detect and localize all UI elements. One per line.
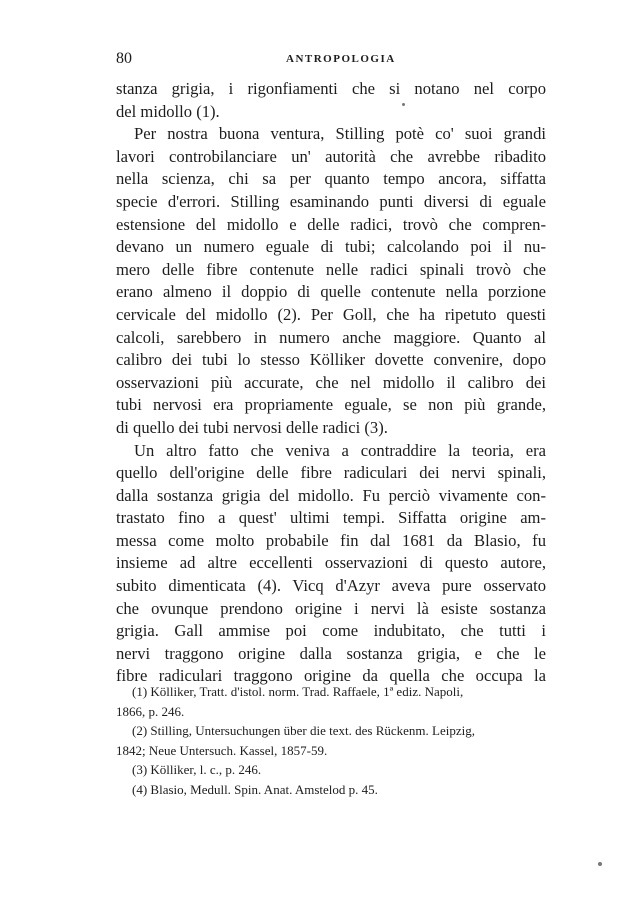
text-line: di quello dei tubi nervosi delle radici (3). xyxy=(116,417,388,437)
scan-speck xyxy=(598,862,602,866)
running-title: ANTROPOLOGIA xyxy=(286,53,396,65)
text-line: Per nostra buona ventura, Stilling potè co' suoi grandi xyxy=(134,124,546,144)
text-line: Un altro fatto che veniva a contraddire la teoria, era xyxy=(134,440,546,460)
text-line: nella scienza, chi sa per quanto tempo ancora, siffatta xyxy=(116,169,546,189)
text-line: grigia. Gall ammise poi come indubitato, che tutti i xyxy=(116,621,546,641)
text-line: quello dell'origine delle fibre radiculari dei nervi spinali, xyxy=(116,463,546,483)
page-number: 80 xyxy=(116,50,132,67)
text-line: nervi traggono origine dalla sostanza grigia, e che le xyxy=(116,643,546,663)
footnote-line: (4) Blasio, Medull. Spin. Anat. Amstelod p. 45. xyxy=(132,781,378,797)
text-line: subito dimenticata (4). Vicq d'Azyr aveva pure osservato xyxy=(116,576,546,596)
text-line: lavori controbilanciare un' autorità che avrebbe ribadito xyxy=(116,146,546,166)
footnote-line: 1866, p. 246. xyxy=(116,703,185,719)
text-line: erano almeno il doppio di quelle contenute nella porzione xyxy=(116,282,546,302)
text-line: stanza grigia, i rigonfiamenti che si notano nel corpo xyxy=(116,79,546,98)
text-line: del midollo (1). xyxy=(116,101,220,121)
scan-speck xyxy=(402,103,405,106)
text-line: calibro dei tubi lo stesso Kölliker dovette convenire, dopo xyxy=(116,350,546,370)
footnote-line: 1842; Neue Untersuch. Kassel, 1857-59. xyxy=(116,742,328,758)
text-line: mero delle fibre contenute nelle radici spinali trovò che xyxy=(116,259,546,279)
footnote-line: (3) Kölliker, l. c., p. 246. xyxy=(132,762,262,777)
text-line: osservazioni più accurate, che nel midollo il calibro dei xyxy=(116,372,546,392)
footnote-line: (1) Kölliker, Tratt. d'istol. norm. Trad. Raffaele, 1ª ediz. Napoli, xyxy=(132,684,464,699)
text-line: cervicale del midollo (2). Per Goll, che ha ripetuto questi xyxy=(116,304,546,324)
footnotes xyxy=(116,682,546,799)
text-line: dalla sostanza grigia del midollo. Fu perciò vivamente con- xyxy=(116,485,546,505)
page-header xyxy=(116,50,546,70)
text-line: tubi nervosi era propriamente eguale, se non più grande, xyxy=(116,395,546,415)
text-line: che ovunque prendono origine i nervi là esiste sostanza xyxy=(116,598,546,618)
text-line: insieme ad altre eccellenti osservazioni di questo autore, xyxy=(116,553,546,573)
footnote-line: (2) Stilling, Untersuchungen über die text. des Rückenm. Leipzig, xyxy=(132,723,475,738)
body-text xyxy=(116,78,546,688)
text-line: estensione del midollo e delle radici, trovò che compren- xyxy=(116,214,546,234)
text-line: specie d'errori. Stilling esaminando punti diversi di eguale xyxy=(116,191,546,211)
text-line: messa come molto probabile fin dal 1681 da Blasio, fu xyxy=(116,530,546,550)
text-line: devano un numero eguale di tubi; calcolando poi il nu- xyxy=(116,237,546,257)
text-line: trastato fino a quest' ultimi tempi. Siffatta origine am- xyxy=(116,508,546,528)
text-line: calcoli, sarebbero in numero anche maggiore. Quanto al xyxy=(116,327,546,347)
text-line: fibre radiculari traggono origine da quella che occupa la xyxy=(116,666,546,686)
